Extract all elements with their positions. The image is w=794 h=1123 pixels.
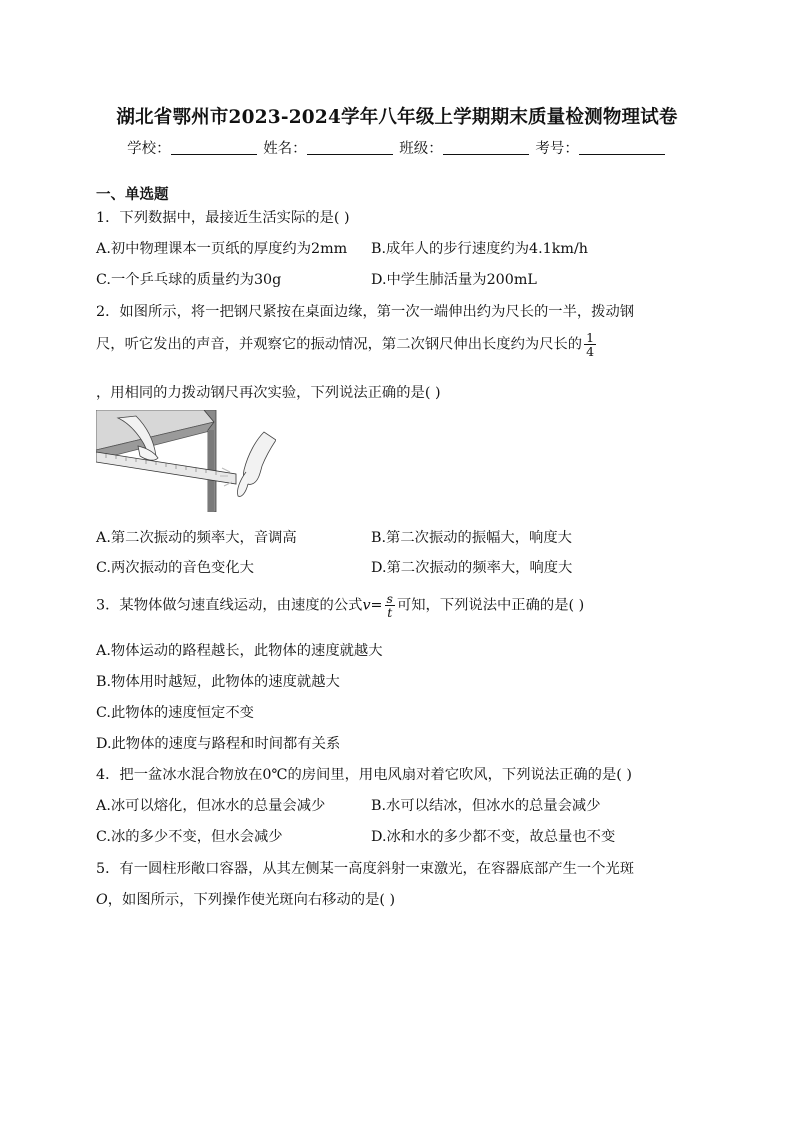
q3-formula-eq: = [370, 597, 383, 614]
q1-stem: 1．下列数据中，最接近生活实际的是( ) [96, 210, 350, 226]
q2-fraction-denominator: 4 [586, 344, 595, 359]
q2-option-a[interactable]: A.第二次振动的频率大，音调高 [96, 530, 297, 546]
q3-formula-v: v [362, 597, 371, 614]
school-label: 学校： [127, 141, 171, 157]
ruler-on-desk-figure [96, 410, 276, 512]
q3-fraction-denominator: t [387, 605, 393, 620]
exam-number-blank[interactable] [579, 140, 665, 155]
q5-point-o: O [96, 892, 108, 908]
q3-fraction [385, 592, 395, 619]
name-blank[interactable] [307, 140, 393, 155]
q3-option-d[interactable]: D.此物体的速度与路程和时间都有关系 [96, 736, 341, 752]
section-heading: 一、单选题 [96, 186, 169, 203]
class-blank[interactable] [443, 140, 529, 155]
q4-stem: 4．把一盆冰水混合物放在0℃的房间里，用电风扇对着它吹风，下列说法正确的是( ) [96, 767, 632, 783]
q1-option-a[interactable]: A.初中物理课本一页纸的厚度约为2mm [96, 241, 348, 257]
exam-number-label: 考号： [535, 141, 579, 157]
q1-option-c[interactable]: C.一个乒乓球的质量约为30g [96, 272, 282, 288]
q3-option-b[interactable]: B.物体用时越短，此物体的速度就越大 [96, 674, 340, 690]
q3-option-c[interactable]: C.此物体的速度恒定不变 [96, 705, 254, 721]
q5-stem-line2 [96, 889, 395, 909]
name-label: 姓名： [263, 141, 307, 157]
q4-option-b[interactable]: B.水可以结冰，但冰水的总量会减少 [371, 798, 601, 814]
q4-option-d[interactable]: D.冰和水的多少都不变，故总量也不变 [371, 829, 616, 845]
q4-option-c[interactable]: C.冰的多少不变，但水会减少 [96, 829, 283, 845]
q3-fraction-numerator: s [386, 591, 393, 606]
q2-fraction [584, 331, 596, 358]
q5-stem-line1: 5．有一圆柱形敞口容器，从其左侧某一高度斜射一束激光，在容器底部产生一个光斑 [96, 861, 635, 877]
student-info-row [0, 137, 794, 158]
school-blank[interactable] [171, 140, 257, 155]
q2-option-d[interactable]: D.第二次振动的频率大，响度大 [371, 560, 573, 576]
q2-fraction-numerator: 1 [586, 330, 595, 345]
q4-option-a[interactable]: A.冰可以熔化，但冰水的总量会减少 [96, 798, 326, 814]
q2-option-b[interactable]: B.第二次振动的振幅大，响度大 [371, 530, 572, 546]
q1-option-b[interactable]: B.成年人的步行速度约为4.1km/h [371, 241, 589, 257]
q3-stem-post: 可知，下列说法中正确的是( ) [396, 597, 585, 614]
q1-option-d[interactable]: D.中学生肺活量为200mL [371, 272, 537, 288]
q2-stem-line1: 2．如图所示，将一把钢尺紧按在桌面边缘，第一次一端伸出约为尺长的一半，拨动钢 [96, 304, 635, 320]
exam-title: 湖北省鄂州市2023-2024学年八年级上学期期末质量检测物理试卷 [116, 107, 678, 128]
q2-option-c[interactable]: C.两次振动的音色变化大 [96, 560, 254, 576]
q2-stem-line3: ，用相同的力拨动钢尺再次实验，下列说法正确的是( ) [96, 385, 441, 401]
q3-option-a[interactable]: A.物体运动的路程越长，此物体的速度就越大 [96, 643, 383, 659]
q2-stem-line2-text: 尺，听它发出的声音，并观察它的振动情况，第二次钢尺伸出长度约为尺长的 [96, 336, 583, 353]
q3-stem [96, 592, 584, 619]
q2-stem-line2 [96, 331, 598, 358]
q3-stem-pre: 3．某物体做匀速直线运动，由速度的公式 [96, 597, 363, 614]
class-label: 班级： [399, 141, 443, 157]
q5-stem-line2-text: ，如图所示，下列操作使光斑向右移动的是( ) [107, 892, 396, 908]
